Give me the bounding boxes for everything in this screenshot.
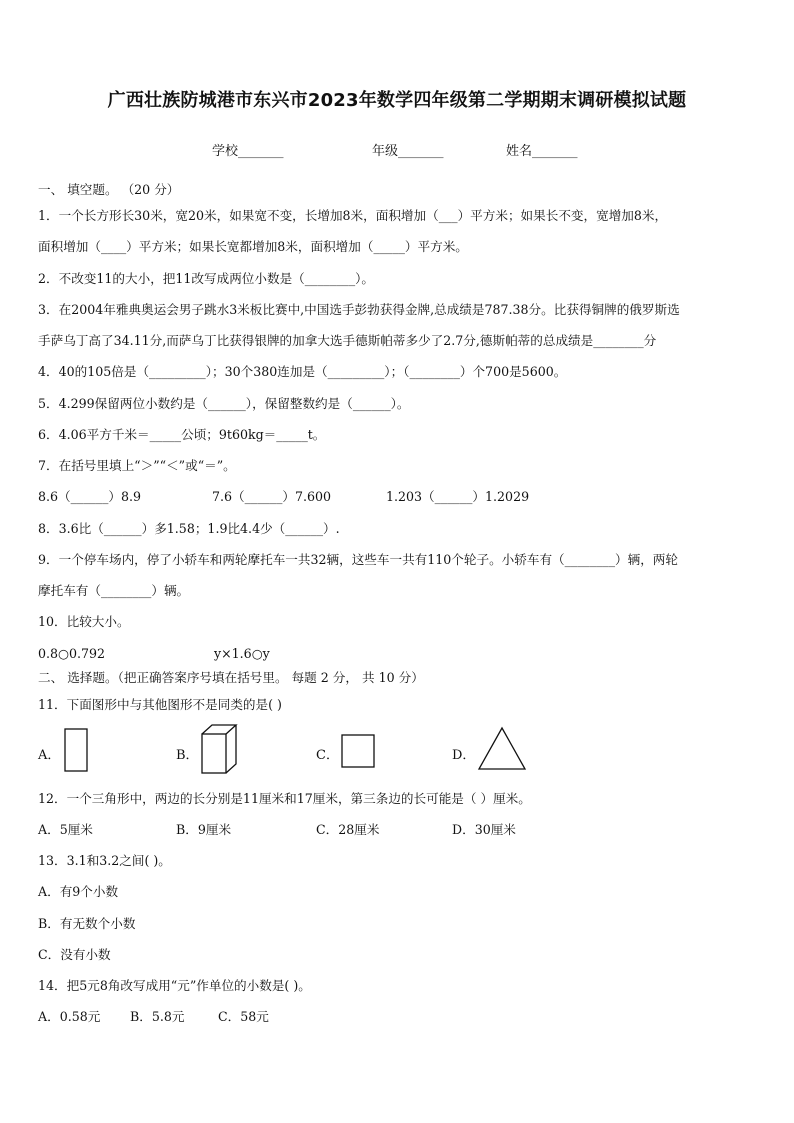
question-7: 7．在括号里填上“＞”“＜”或“＝”。	[38, 458, 236, 473]
square-icon	[340, 733, 378, 769]
q11-option-a-label: A．	[38, 748, 61, 763]
page-title: 广西壮族防城港市东兴市2023年数学四年级第二学期期末调研模拟试题	[107, 90, 687, 111]
question-9-line-2: 摩托车有（________）辆。	[38, 583, 190, 598]
section-heading-fill-in: 一、 填空题。 （20 分）	[38, 182, 180, 197]
q14-option-b: B．5.8元	[130, 1009, 185, 1024]
question-1-line-1: 1．一个长方形长30米，宽20米，如果宽不变，长增加8米，面积增加（___）平方米；如果长不变，宽增加8米，	[38, 208, 668, 223]
question-13: 13．3.1和3.2之间( )。	[38, 853, 171, 868]
q14-option-c: C．58元	[218, 1009, 269, 1024]
question-3-line-1: 3．在2004年雅典奥运会男子跳水3米板比赛中,中国选手彭勃获得金牌,总成绩是787.38分。比获得铜牌的俄罗斯选	[38, 302, 680, 317]
question-11: 11．下面图形中与其他图形不是同类的是( )	[38, 697, 282, 712]
q13-option-b: B．有无数个小数	[38, 916, 136, 931]
cuboid-icon	[198, 722, 240, 776]
question-14: 14．把5元8角改写成用“元”作单位的小数是( )。	[38, 978, 311, 993]
question-9-line-1: 9．一个停车场内，停了小轿车和两轮摩托车一共32辆，这些车一共有110个轮子。小轿车有（________）辆，两轮	[38, 552, 678, 567]
q7-item-3: 1.203（______）1.2029	[386, 489, 530, 504]
question-6: 6．4.06平方千米＝_____公顷；9t60kg＝_____t。	[38, 427, 326, 442]
q12-option-d: D．30厘米	[452, 822, 516, 837]
name-field: 姓名_______	[506, 144, 578, 159]
q12-option-b: B．9厘米	[176, 822, 232, 837]
question-1-line-2: 面积增加（____）平方米；如果长宽都增加8米，面积增加（_____）平方米。	[38, 239, 468, 254]
question-4: 4．40的105倍是（_________）；30个380连加是（_________）；（________）个700是5600。	[38, 364, 567, 379]
school-field: 学校_______	[212, 144, 284, 159]
question-8: 8．3.6比（______）多1.58；1.9比4.4少（______）.	[38, 521, 340, 536]
q7-item-1: 8.6（______）8.9	[38, 489, 142, 504]
question-5: 5．4.299保留两位小数约是（______），保留整数约是（______）。	[38, 396, 410, 411]
q11-option-d-label: D．	[452, 748, 476, 763]
tall-rectangle-icon	[62, 727, 92, 773]
question-10: 10．比较大小。	[38, 614, 130, 629]
q13-option-c: C．没有小数	[38, 947, 111, 962]
triangle-icon	[478, 726, 528, 772]
q11-option-c-label: C．	[316, 748, 339, 763]
grade-field: 年级_______	[372, 144, 444, 159]
q13-option-a: A．有9个小数	[38, 884, 119, 899]
q10-item-2: y×1.6○y	[214, 646, 270, 661]
q10-item-1: 0.8○0.792	[38, 646, 106, 661]
q14-option-a: A．0.58元	[38, 1009, 101, 1024]
q12-option-a: A．5厘米	[38, 822, 93, 837]
q11-option-b-label: B．	[176, 748, 199, 763]
question-3-line-2: 手萨乌丁高了34.11分,而萨乌丁比获得银牌的加拿大选手德斯帕蒂多少了2.7分,德斯帕蒂的总成绩是________分	[38, 333, 657, 348]
question-12: 12．一个三角形中，两边的长分别是11厘米和17厘米，第三条边的长可能是（ ）厘米。	[38, 791, 531, 806]
q7-item-2: 7.6（______）7.600	[212, 489, 332, 504]
section-heading-choice: 二、 选择题。（把正确答案序号填在括号里。 每题 2 分， 共 10 分）	[38, 670, 424, 685]
question-2: 2．不改变11的大小，把11改写成两位小数是（________）。	[38, 271, 375, 286]
q12-option-c: C．28厘米	[316, 822, 380, 837]
